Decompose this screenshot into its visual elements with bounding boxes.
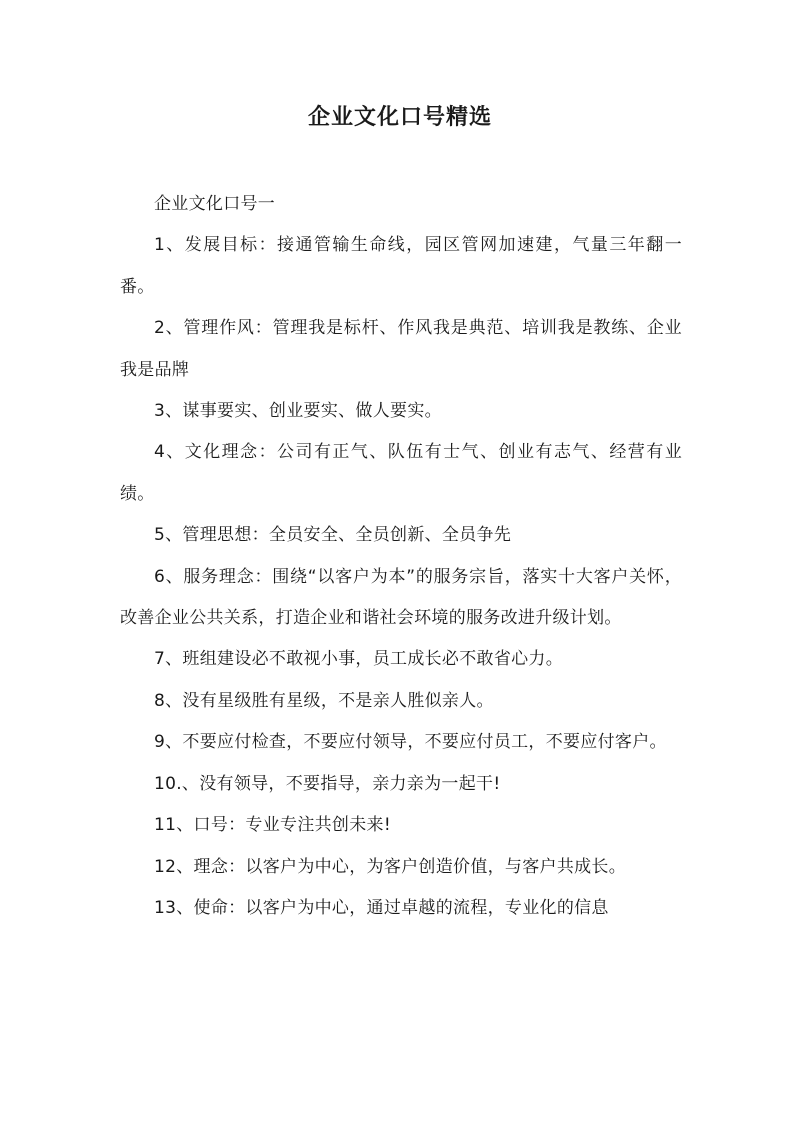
- page-title: 企业文化口号精选: [307, 105, 492, 130]
- section-heading: 企业文化口号一: [154, 194, 276, 214]
- slogan-item-3: 3、谋事要实、创业要实、做人要实。: [154, 401, 442, 422]
- slogan-item-11: 11、口号：专业专注共创未来!: [154, 815, 391, 836]
- document-body: [120, 184, 682, 929]
- slogan-item-7: 7、班组建设必不敢视小事，员工成长必不敢省心力。: [154, 649, 564, 670]
- slogan-item-4: 4、文化理念：公司有正气、队伍有士气、创业有志气、经营有业绩。: [120, 442, 682, 504]
- slogan-item-9: 9、不要应付检查，不要应付领导，不要应付员工，不要应付客户。: [154, 732, 667, 753]
- slogan-item-13: 13、使命：以客户为中心，通过卓越的流程，专业化的信息: [154, 897, 609, 918]
- slogan-item-1: 1、发展目标：接通管输生命线，园区管网加速建，气量三年翻一番。: [120, 235, 682, 297]
- slogan-item-5: 5、管理思想：全员安全、全员创新、全员争先: [154, 525, 512, 546]
- slogan-item-10: 10.、没有领导，不要指导，亲力亲为一起干!: [154, 773, 501, 794]
- slogan-item-12: 12、理念：以客户为中心，为客户创造价值，与客户共成长。: [154, 856, 627, 877]
- slogan-item-6: 6、服务理念：围绕“以客户为本”的服务宗旨，落实十大客户关怀，改善企业公共关系，打造企业和谐社会环境的服务改进升级计划。: [120, 566, 682, 629]
- slogan-item-8: 8、没有星级胜有星级，不是亲人胜似亲人。: [154, 690, 494, 711]
- slogan-item-2: 2、管理作风：管理我是标杆、作风我是典范、培训我是教练、企业我是品牌: [120, 318, 682, 380]
